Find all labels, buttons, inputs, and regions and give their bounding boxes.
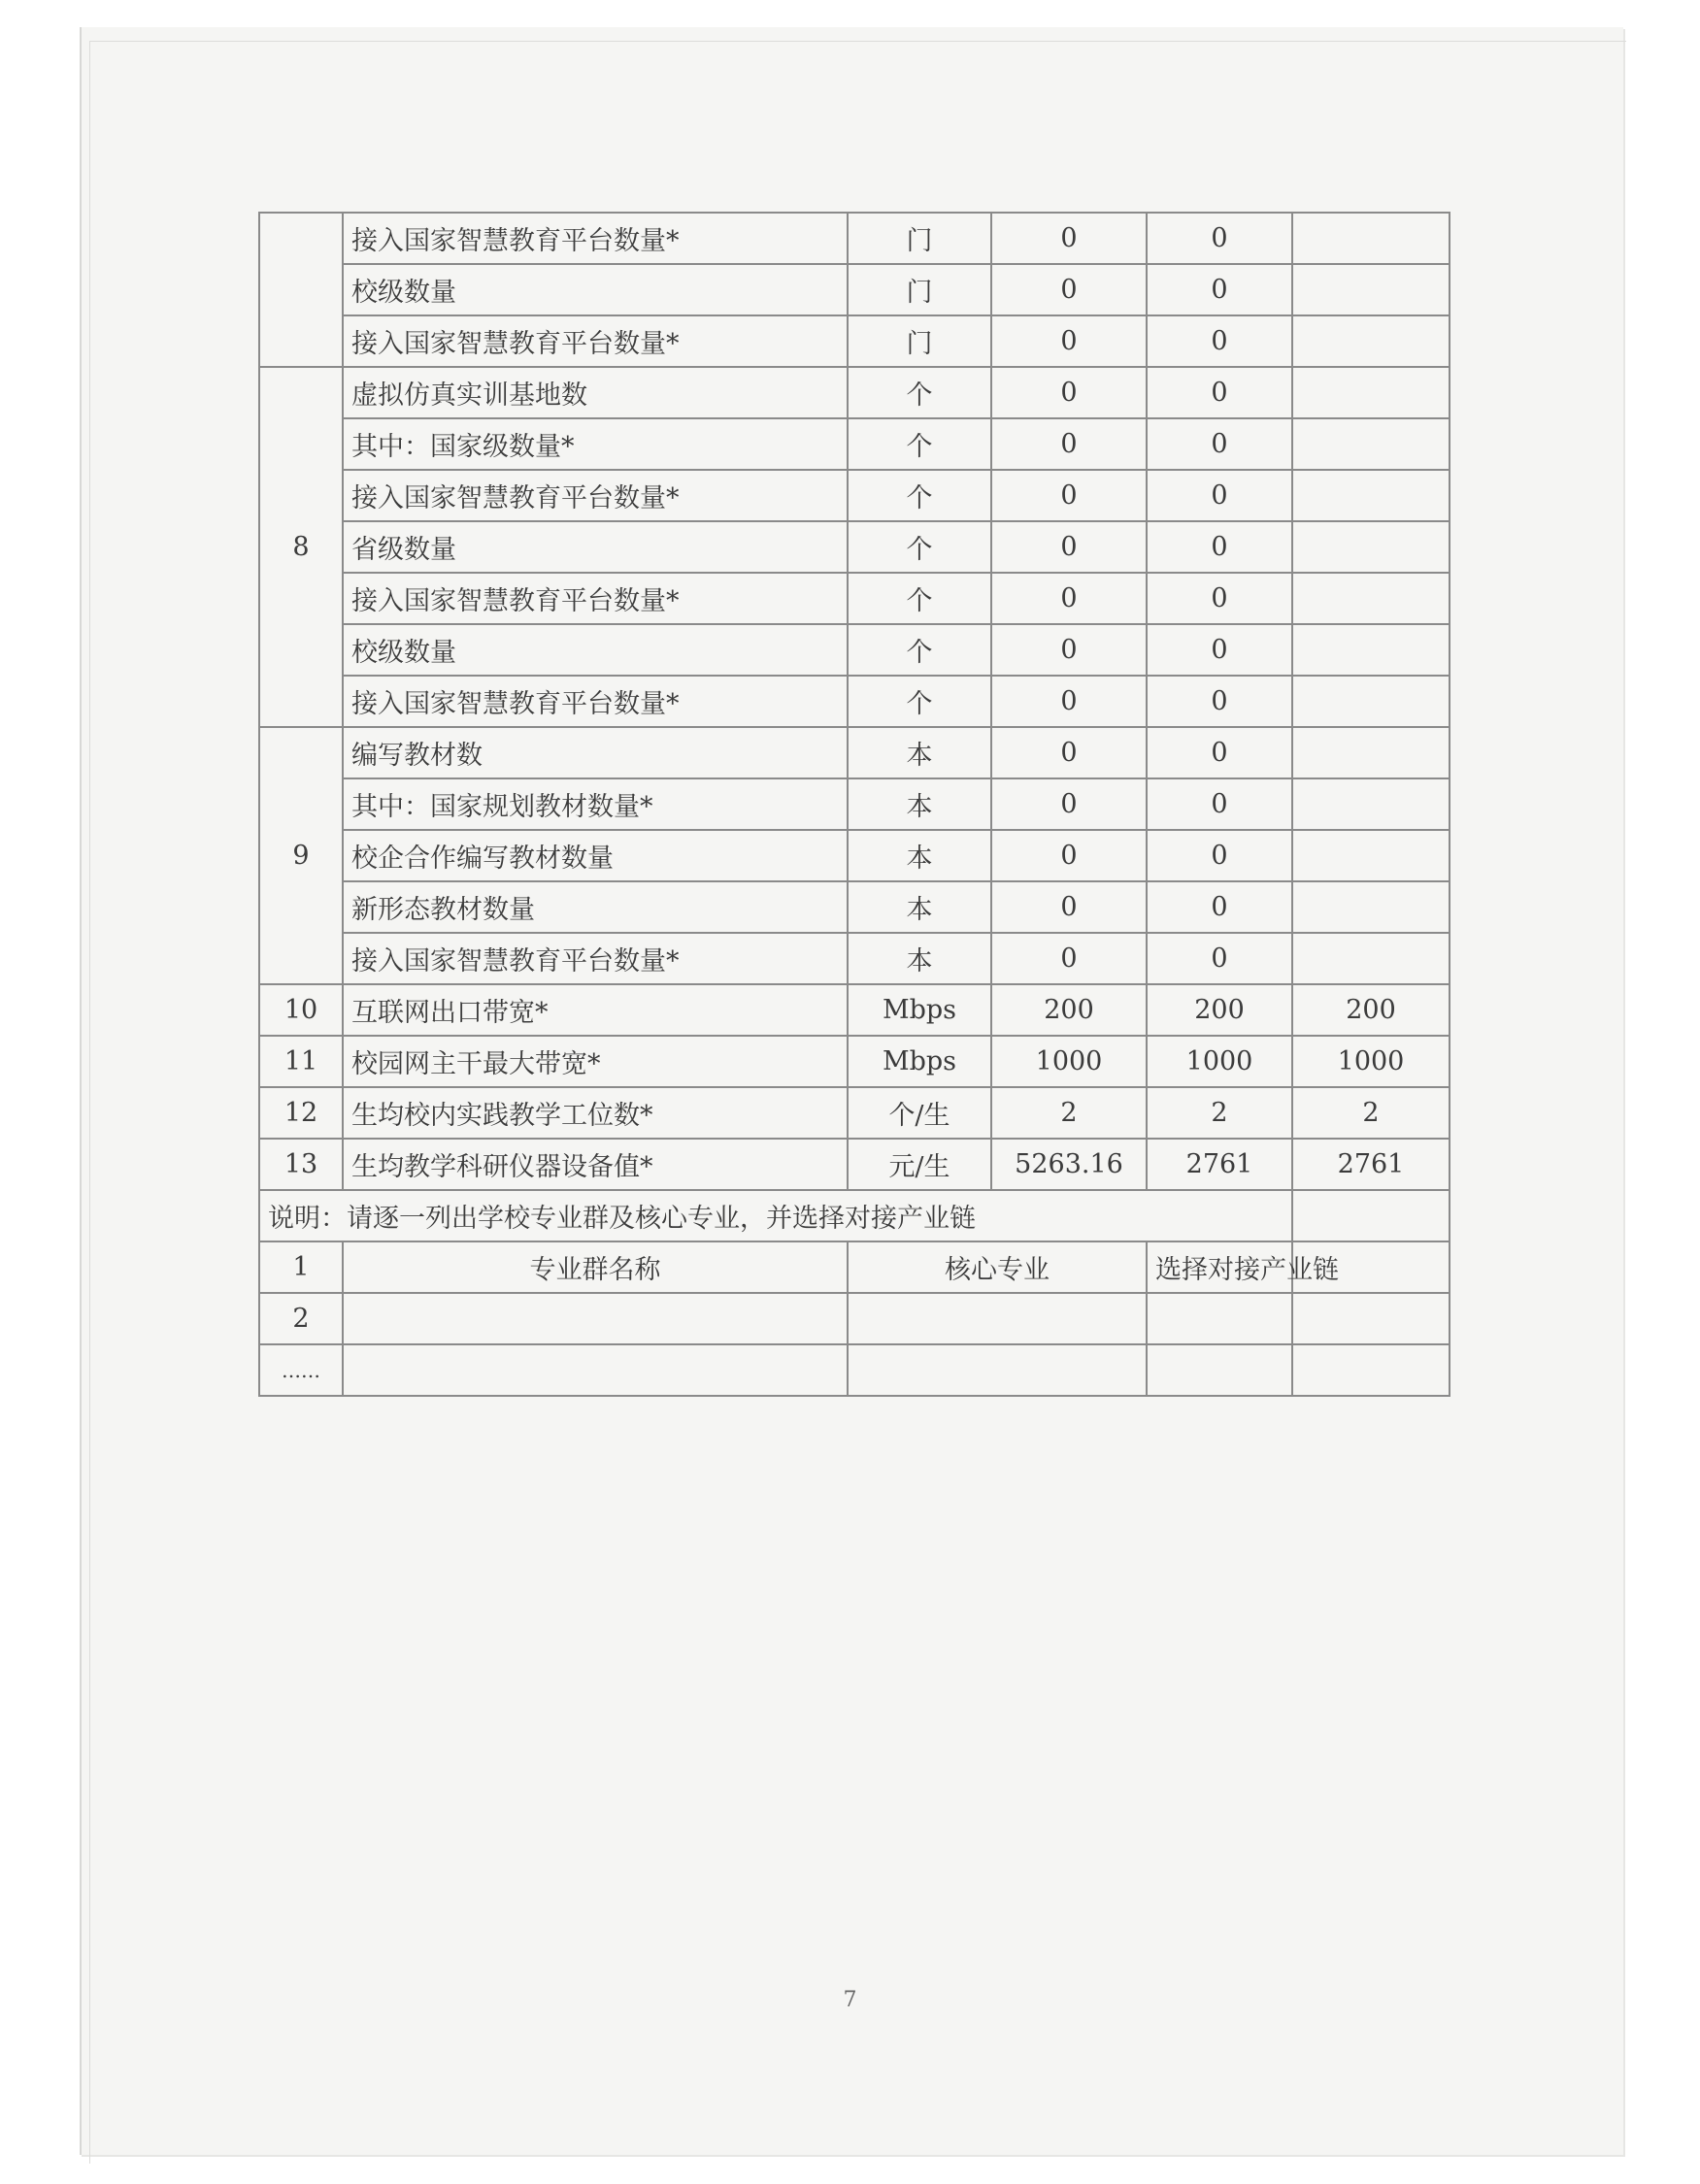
row-value-2: 0 xyxy=(1147,778,1292,830)
sub-table-row xyxy=(259,1344,1450,1396)
table-row xyxy=(259,573,1450,624)
table-row xyxy=(259,778,1450,830)
row-value-3 xyxy=(1292,676,1450,727)
row-value-1: 0 xyxy=(991,213,1147,264)
row-unit: 个 xyxy=(848,418,991,470)
row-value-2: 2 xyxy=(1147,1087,1292,1139)
row-value-2: 1000 xyxy=(1147,1036,1292,1087)
row-value-3 xyxy=(1292,213,1450,264)
table-row xyxy=(259,213,1450,264)
row-value-3 xyxy=(1292,573,1450,624)
table-row xyxy=(259,624,1450,676)
row-value-2: 0 xyxy=(1147,933,1292,984)
row-unit: 个 xyxy=(848,470,991,521)
row-label: 虚拟仿真实训基地数 xyxy=(343,367,848,418)
row-unit: 门 xyxy=(848,264,991,315)
row-value-1: 0 xyxy=(991,573,1147,624)
row-unit: 门 xyxy=(848,213,991,264)
row-value-3 xyxy=(1292,367,1450,418)
row-value-1: 0 xyxy=(991,830,1147,881)
table-row xyxy=(259,367,1450,418)
row-value-1: 0 xyxy=(991,521,1147,573)
row-value-3 xyxy=(1292,727,1450,778)
row-value-2: 0 xyxy=(1147,573,1292,624)
table-row xyxy=(259,727,1450,778)
row-label: 接入国家智慧教育平台数量* xyxy=(343,676,848,727)
row-value-3 xyxy=(1292,315,1450,367)
sub-table-row xyxy=(259,1293,1450,1344)
row-unit: 本 xyxy=(848,830,991,881)
row-value-1: 0 xyxy=(991,470,1147,521)
row-label: 其中：国家级数量* xyxy=(343,418,848,470)
row-unit: 个/生 xyxy=(848,1087,991,1139)
header-industry-chain: 选择对接产业链 xyxy=(1147,1241,1292,1293)
industry-chain-cell[interactable] xyxy=(1147,1293,1292,1344)
row-value-3 xyxy=(1292,418,1450,470)
table-row xyxy=(259,470,1450,521)
group-number-cell xyxy=(259,213,343,367)
row-value-3 xyxy=(1292,933,1450,984)
row-unit: 本 xyxy=(848,727,991,778)
table-row xyxy=(259,984,1450,1036)
core-major-cell[interactable] xyxy=(848,1344,1147,1396)
row-label: 接入国家智慧教育平台数量* xyxy=(343,933,848,984)
row-value-2: 0 xyxy=(1147,624,1292,676)
row-label: 接入国家智慧教育平台数量* xyxy=(343,315,848,367)
row-value-2: 200 xyxy=(1147,984,1292,1036)
row-value-2: 0 xyxy=(1147,676,1292,727)
row-value-1: 200 xyxy=(991,984,1147,1036)
row-value-2: 0 xyxy=(1147,881,1292,933)
table-row xyxy=(259,264,1450,315)
row-unit: 本 xyxy=(848,881,991,933)
row-value-1: 0 xyxy=(991,624,1147,676)
row-unit: 本 xyxy=(848,933,991,984)
row-unit: 门 xyxy=(848,315,991,367)
row-number: 12 xyxy=(259,1087,343,1139)
row-value-1: 0 xyxy=(991,727,1147,778)
core-major-cell[interactable] xyxy=(848,1293,1147,1344)
row-value-3 xyxy=(1292,830,1450,881)
row-value-2: 2761 xyxy=(1147,1139,1292,1190)
row-label: 接入国家智慧教育平台数量* xyxy=(343,213,848,264)
table-row xyxy=(259,315,1450,367)
row-value-1: 0 xyxy=(991,778,1147,830)
row-label: 校园网主干最大带宽* xyxy=(343,1036,848,1087)
row-value-2: 0 xyxy=(1147,830,1292,881)
row-unit: 个 xyxy=(848,367,991,418)
row-value-2: 0 xyxy=(1147,521,1292,573)
row-value-1: 5263.16 xyxy=(991,1139,1147,1190)
row-unit: 个 xyxy=(848,573,991,624)
row-label: 接入国家智慧教育平台数量* xyxy=(343,470,848,521)
header-core-major: 核心专业 xyxy=(848,1241,1147,1293)
row-value-1: 0 xyxy=(991,367,1147,418)
row-value-1: 2 xyxy=(991,1087,1147,1139)
row-label: 校企合作编写教材数量 xyxy=(343,830,848,881)
row-unit: 个 xyxy=(848,521,991,573)
table-row xyxy=(259,933,1450,984)
row-value-2: 0 xyxy=(1147,213,1292,264)
row-label: 新形态教材数量 xyxy=(343,881,848,933)
row-value-2: 0 xyxy=(1147,367,1292,418)
row-label: 生均校内实践教学工位数* xyxy=(343,1087,848,1139)
table-row xyxy=(259,830,1450,881)
row-value-3: 2761 xyxy=(1292,1139,1450,1190)
sub-row-number: 1 xyxy=(259,1241,343,1293)
major-group-name-cell[interactable] xyxy=(343,1293,848,1344)
page-number: 7 xyxy=(843,1988,857,2012)
major-group-name-cell[interactable] xyxy=(343,1344,848,1396)
row-value-1: 0 xyxy=(991,264,1147,315)
row-label: 编写教材数 xyxy=(343,727,848,778)
row-label: 校级数量 xyxy=(343,624,848,676)
table-row xyxy=(259,881,1450,933)
row-value-3 xyxy=(1292,264,1450,315)
row-value-3 xyxy=(1292,778,1450,830)
row-value-1: 0 xyxy=(991,315,1147,367)
row-label: 其中：国家规划教材数量* xyxy=(343,778,848,830)
blank-cell xyxy=(1292,1344,1450,1396)
group-number: 8 xyxy=(259,367,343,727)
row-unit: 元/生 xyxy=(848,1139,991,1190)
row-value-3 xyxy=(1292,470,1450,521)
table-row xyxy=(259,1139,1450,1190)
sub-table-header xyxy=(259,1241,1450,1293)
row-unit: 个 xyxy=(848,676,991,727)
row-value-2: 0 xyxy=(1147,315,1292,367)
row-label: 生均教学科研仪器设备值* xyxy=(343,1139,848,1190)
row-value-1: 0 xyxy=(991,933,1147,984)
industry-chain-cell[interactable] xyxy=(1147,1344,1292,1396)
row-value-3: 1000 xyxy=(1292,1036,1450,1087)
table-row xyxy=(259,1036,1450,1087)
blank-cell xyxy=(1292,1293,1450,1344)
header-major-group: 专业群名称 xyxy=(343,1241,848,1293)
table-row xyxy=(259,676,1450,727)
row-value-3 xyxy=(1292,881,1450,933)
row-value-3: 2 xyxy=(1292,1087,1450,1139)
table-row xyxy=(259,1087,1450,1139)
row-number: 11 xyxy=(259,1036,343,1087)
row-number: 13 xyxy=(259,1139,343,1190)
row-value-3: 200 xyxy=(1292,984,1450,1036)
row-value-1: 0 xyxy=(991,676,1147,727)
row-value-1: 1000 xyxy=(991,1036,1147,1087)
row-number: 10 xyxy=(259,984,343,1036)
row-label: 接入国家智慧教育平台数量* xyxy=(343,573,848,624)
note-text: 说明：请逐一列出学校专业群及核心专业，并选择对接产业链 xyxy=(259,1190,1292,1241)
row-value-3 xyxy=(1292,521,1450,573)
row-value-2: 0 xyxy=(1147,264,1292,315)
row-unit: Mbps xyxy=(848,1036,991,1087)
row-value-2: 0 xyxy=(1147,727,1292,778)
row-value-1: 0 xyxy=(991,881,1147,933)
row-label: 省级数量 xyxy=(343,521,848,573)
row-unit: Mbps xyxy=(848,984,991,1036)
row-value-3 xyxy=(1292,624,1450,676)
row-unit: 个 xyxy=(848,624,991,676)
table-row xyxy=(259,418,1450,470)
row-label: 校级数量 xyxy=(343,264,848,315)
row-value-2: 0 xyxy=(1147,418,1292,470)
note-row xyxy=(259,1190,1450,1241)
row-value-2: 0 xyxy=(1147,470,1292,521)
sub-row-number: 2 xyxy=(259,1293,343,1344)
sub-row-number: …… xyxy=(259,1344,343,1396)
row-value-1: 0 xyxy=(991,418,1147,470)
indicator-table xyxy=(258,212,1450,1397)
table-row xyxy=(259,521,1450,573)
note-blank-cell xyxy=(1292,1190,1450,1241)
row-unit: 本 xyxy=(848,778,991,830)
row-label: 互联网出口带宽* xyxy=(343,984,848,1036)
group-number: 9 xyxy=(259,727,343,984)
